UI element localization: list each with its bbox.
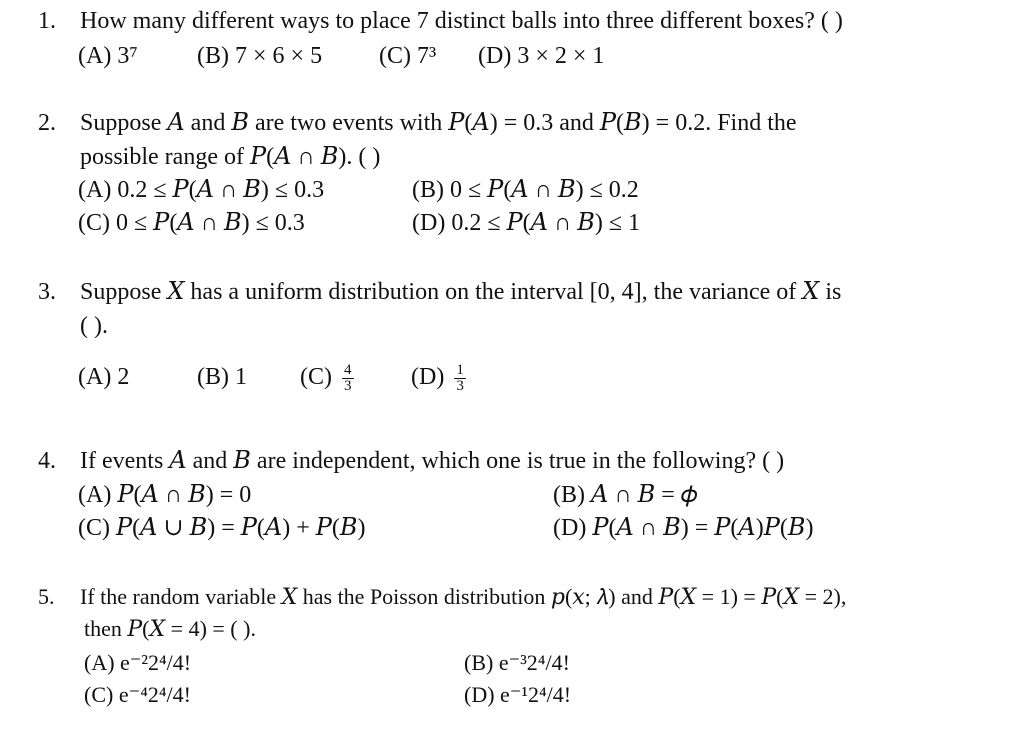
question-stem-continued: ( ). bbox=[80, 313, 108, 339]
question-stem: If events 𝐴 and 𝐵 are independent, which one is true in the following? ( ) bbox=[80, 448, 785, 474]
question-stem: Suppose 𝐴 and 𝐵 are two events with 𝑃(𝐴) = 0.3 and 𝑃(𝐵) = 0.2. Find the bbox=[80, 110, 797, 136]
fraction bbox=[454, 363, 466, 394]
option-c: (C) e⁻⁴2⁴/4! bbox=[84, 682, 191, 707]
fraction-numerator: 4 bbox=[344, 361, 352, 378]
option-c bbox=[300, 362, 354, 394]
option-d: (D) 𝑃(𝐴 ∩ 𝐵) = 𝑃(𝐴)𝑃(𝐵) bbox=[553, 515, 814, 541]
option-c: (C) 𝑃(𝐴 ∪ 𝐵) = 𝑃(𝐴) + 𝑃(𝐵) bbox=[78, 515, 366, 541]
option-c: (C) 0 ≤ 𝑃(𝐴 ∩ 𝐵) ≤ 0.3 bbox=[78, 210, 305, 236]
question-number: 3. bbox=[38, 279, 56, 305]
option-d: (D) 3 × 2 × 1 bbox=[478, 43, 605, 69]
option-c: (C) 7³ bbox=[379, 43, 437, 69]
question-stem-continued: possible range of 𝑃(𝐴 ∩ 𝐵). ( ) bbox=[80, 144, 381, 170]
option-b: (B) e⁻³2⁴/4! bbox=[464, 650, 570, 675]
option-a: (A) 0.2 ≤ 𝑃(𝐴 ∩ 𝐵) ≤ 0.3 bbox=[78, 177, 325, 203]
question-stem: Suppose 𝑋 has a uniform distribution on the interval [0, 4], the variance of 𝑋 is bbox=[80, 279, 842, 305]
question-number: 5. bbox=[38, 584, 55, 609]
fraction-denominator: 3 bbox=[344, 377, 352, 394]
question-number: 1. bbox=[38, 8, 56, 34]
option-d: (D) 0.2 ≤ 𝑃(𝐴 ∩ 𝐵) ≤ 1 bbox=[412, 210, 641, 236]
question-number: 2. bbox=[38, 110, 56, 136]
question-stem: If the random variable 𝑋 has the Poisson distribution 𝑝(𝑥; 𝜆) and 𝑃(𝑋 = 1) = 𝑃(𝑋 = 2), bbox=[80, 584, 847, 609]
option-a: (A) e⁻²2⁴/4! bbox=[84, 650, 192, 675]
option-b: (B) 𝐴 ∩ 𝐵 = 𝜙 bbox=[553, 482, 698, 508]
option-b: (B) 1 bbox=[197, 364, 247, 390]
option-d bbox=[411, 362, 466, 394]
question-stem-continued: then 𝑃(𝑋 = 4) = ( ). bbox=[84, 616, 256, 641]
option-c-label: (C) bbox=[300, 364, 332, 390]
question-stem: How many different ways to place 7 distinct balls into three different boxes? ( ) bbox=[80, 8, 843, 34]
option-b: (B) 7 × 6 × 5 bbox=[197, 43, 323, 69]
fraction bbox=[342, 363, 354, 394]
fraction-numerator: 1 bbox=[456, 361, 464, 378]
option-a: (A) 𝑃(𝐴 ∩ 𝐵) = 0 bbox=[78, 482, 252, 508]
fraction-denominator: 3 bbox=[456, 377, 464, 394]
option-d: (D) e⁻¹2⁴/4! bbox=[464, 682, 572, 707]
option-d-label: (D) bbox=[411, 364, 445, 390]
option-a: (A) 2 bbox=[78, 364, 130, 390]
option-a: (A) 3⁷ bbox=[78, 43, 138, 69]
option-b: (B) 0 ≤ 𝑃(𝐴 ∩ 𝐵) ≤ 0.2 bbox=[412, 177, 639, 203]
question-number: 4. bbox=[38, 448, 56, 474]
